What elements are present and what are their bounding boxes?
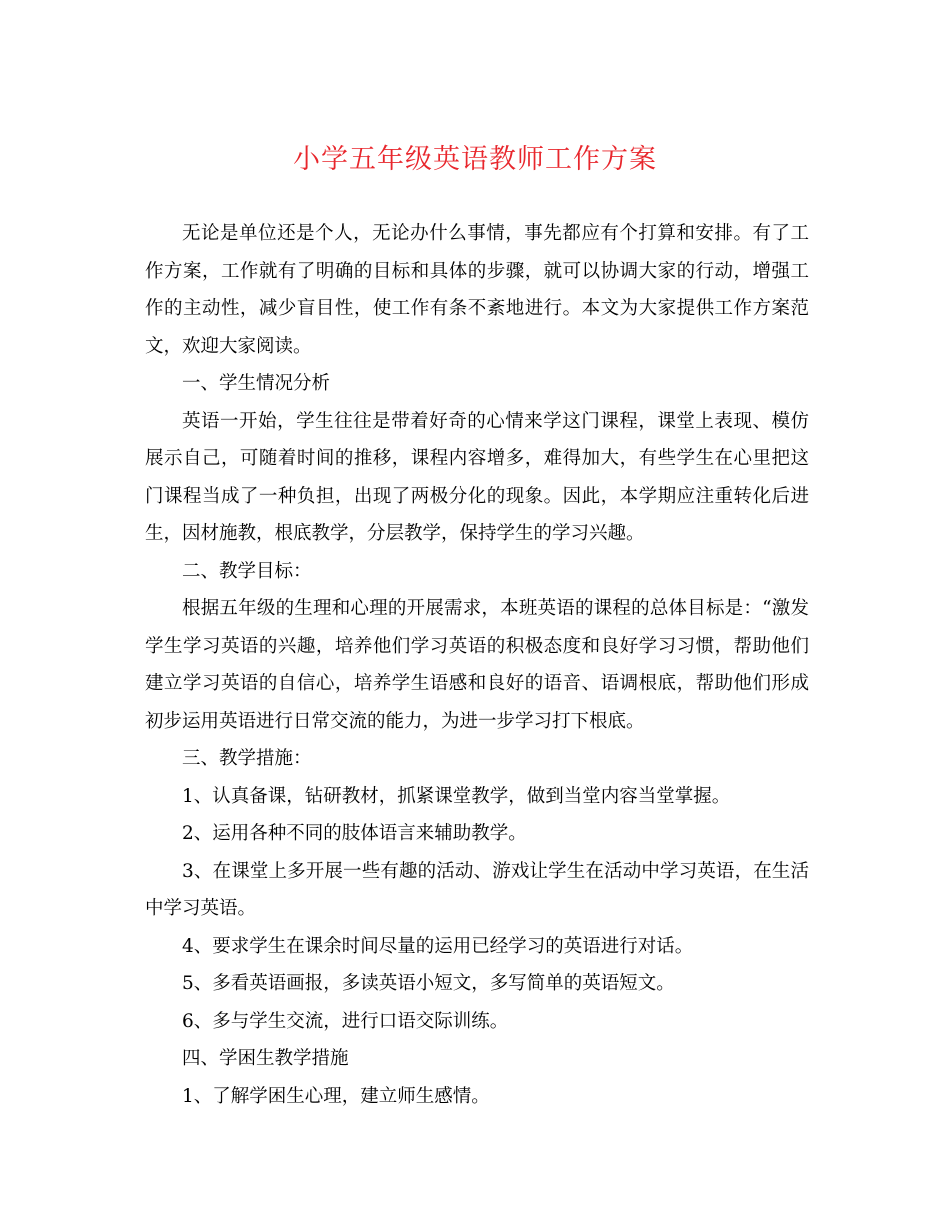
section-heading-2: 二、教学目标： (182, 560, 312, 582)
paragraph-student-analysis: 英语一开始，学生往往是带着好奇的心情来学这门课程，课堂上表现、模仿展示自己，可随着时间的推移，课程内容增多，难得加大，有些学生在心里把这门课程当成了一种负担，出现了两极分化的现象。因此，本学期应注重转化后进生，因材施教，根底教学，分层教学，保持学生的学习兴趣。 (145, 410, 809, 544)
document-body (145, 215, 809, 1115)
list-item-measure-6: 6、多与学生交流，进行口语交际训练。 (182, 1010, 509, 1032)
section-heading-1: 一、学生情况分析 (182, 373, 331, 394)
list-item-measure-1: 1、认真备课，钻研教材，抓紧课堂教学，做到当堂内容当堂掌握。 (182, 785, 731, 807)
document-title: 小学五年级英语教师工作方案 (293, 144, 657, 175)
list-item-struggling-1: 1、了解学困生心理，建立师生感情。 (182, 1085, 490, 1107)
paragraph-intro: 无论是单位还是个人，无论办什么事情，事先都应有个打算和安排。有了工作方案，工作就有了明确的目标和具体的步骤，就可以协调大家的行动，增强工作的主动性，减少盲目性，使工作有条不紊地进行。本文为大家提供工作方案范文，欢迎大家阅读。 (145, 223, 809, 357)
paragraph-teaching-goals: 根据五年级的生理和心理的开展需求，本班英语的课程的总体目标是：“激发学生学习英语的兴趣，培养他们学习英语的积极态度和良好学习习惯，帮助他们建立学习英语的自信心，培养学生语感和良好的语音、语调根底，帮助他们形成初步运用英语进行日常交流的能力，为进一步学习打下根底。 (145, 598, 809, 732)
list-item-measure-3: 3、在课堂上多开展一些有趣的活动、游戏让学生在活动中学习英语，在生活中学习英语。 (145, 860, 809, 919)
list-item-measure-5: 5、多看英语画报，多读英语小短文，多写简单的英语短文。 (182, 973, 675, 994)
list-item-measure-4: 4、要求学生在课余时间尽量的运用已经学习的英语进行对话。 (182, 935, 694, 957)
section-heading-3: 三、教学措施： (182, 748, 312, 769)
section-heading-4: 四、学困生教学措施 (182, 1048, 349, 1069)
list-item-measure-2: 2、运用各种不同的肢体语言来辅助教学。 (182, 823, 527, 844)
